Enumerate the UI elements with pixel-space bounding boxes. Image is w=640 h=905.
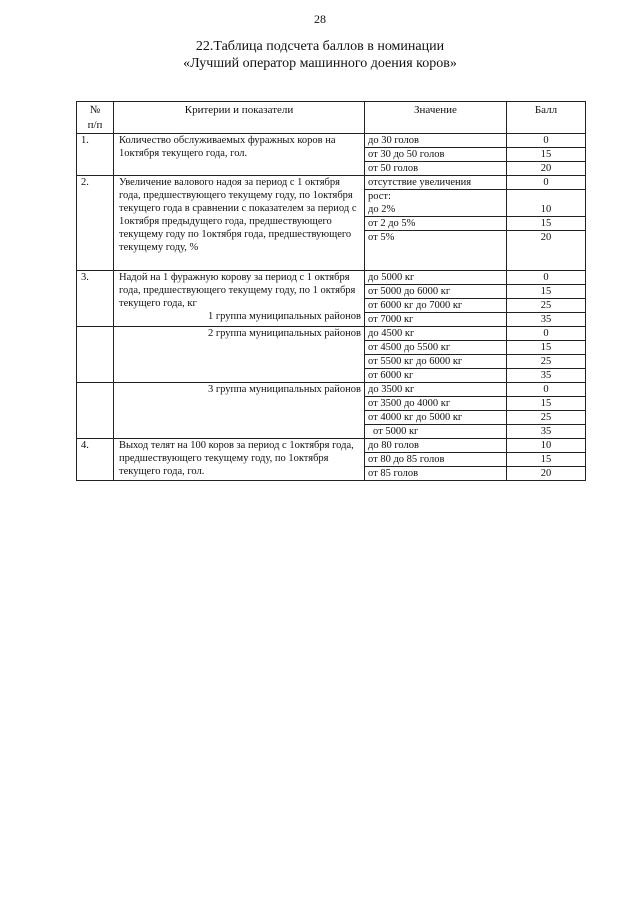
score-cell: 0 bbox=[507, 327, 586, 341]
table-header-row bbox=[77, 102, 586, 134]
group-label: 2 группа муниципальных районов bbox=[208, 328, 361, 339]
value-cell: от 30 до 50 голов bbox=[365, 148, 507, 162]
header-number bbox=[77, 102, 114, 134]
value-cell: от 4500 до 5500 кг bbox=[365, 341, 507, 355]
value-cell: до 5000 кг bbox=[365, 271, 507, 285]
score-cell: 10 bbox=[507, 190, 586, 217]
score-cell: 0 bbox=[507, 176, 586, 190]
score-cell: 25 bbox=[507, 411, 586, 425]
group-label: 1 группа муниципальных районов bbox=[208, 311, 361, 322]
header-number-symbol: № bbox=[89, 104, 101, 116]
score-cell: 35 bbox=[507, 313, 586, 327]
score-cell: 20 bbox=[507, 467, 586, 481]
value-cell: до 80 голов bbox=[365, 439, 507, 453]
score-cell: 15 bbox=[507, 148, 586, 162]
table-row bbox=[77, 383, 586, 397]
score-cell: 15 bbox=[507, 453, 586, 467]
criteria-cell bbox=[114, 383, 365, 439]
header-criteria: Критерии и показатели bbox=[114, 102, 365, 134]
score-cell: 0 bbox=[507, 383, 586, 397]
score-cell: 15 bbox=[507, 285, 586, 299]
score-cell: 25 bbox=[507, 299, 586, 313]
table-row bbox=[77, 327, 586, 341]
row-number: 3. bbox=[77, 271, 114, 327]
score-cell: 0 bbox=[507, 134, 586, 148]
score-cell: 15 bbox=[507, 341, 586, 355]
row-number: 2. bbox=[77, 176, 114, 271]
score-cell: 25 bbox=[507, 355, 586, 369]
criteria-cell bbox=[114, 271, 365, 327]
value-cell: от 80 до 85 голов bbox=[365, 453, 507, 467]
score-cell: 10 bbox=[507, 439, 586, 453]
score-cell: 15 bbox=[507, 397, 586, 411]
value-cell: от 5000 до 6000 кг bbox=[365, 285, 507, 299]
criteria-cell: Увеличение валового надоя за период с 1 октября года, предшествующего текущему году, по 1октября текущего года в сравнении с показателем за период с 1октября предыдущего года, предшествующего текущему году по 1октября года, предшествующего текущему году, % bbox=[114, 176, 365, 271]
value-cell: от 6000 кг до 7000 кг bbox=[365, 299, 507, 313]
score-cell: 35 bbox=[507, 369, 586, 383]
value-text: до 2% bbox=[368, 204, 396, 215]
value-cell: до 3500 кг bbox=[365, 383, 507, 397]
table-row bbox=[77, 134, 586, 148]
header-number-pp: п/п bbox=[87, 119, 103, 131]
table-row bbox=[77, 439, 586, 453]
title-line-1: 22.Таблица подсчета баллов в номинации bbox=[195, 39, 445, 54]
row-number: 1. bbox=[77, 134, 114, 176]
value-cell: от 5% bbox=[365, 231, 507, 271]
header-score: Балл bbox=[507, 102, 586, 134]
value-cell: отсутствие увеличения bbox=[365, 176, 507, 190]
row-number-empty bbox=[77, 383, 114, 439]
row-number-empty bbox=[77, 327, 114, 383]
value-cell bbox=[365, 190, 507, 217]
criteria-text: Надой на 1 фуражную корову за период с 1 октября года, предшествующего текущему году, по 1 октября текущего года, кг bbox=[119, 272, 356, 309]
value-cell: от 2 до 5% bbox=[365, 217, 507, 231]
page-number: 28 bbox=[314, 12, 326, 26]
row-number: 4. bbox=[77, 439, 114, 481]
value-prefix: рост: bbox=[368, 191, 391, 202]
value-cell: от 6000 кг bbox=[365, 369, 507, 383]
value-cell: от 5000 кг bbox=[365, 425, 507, 439]
value-cell: от 7000 кг bbox=[365, 313, 507, 327]
criteria-cell bbox=[114, 327, 365, 383]
criteria-cell: Количество обслуживаемых фуражных коров на 1октября текущего года, гол. bbox=[114, 134, 365, 176]
score-cell: 20 bbox=[507, 162, 586, 176]
title-line-2: «Лучший оператор машинного доения коров» bbox=[183, 56, 457, 71]
score-cell: 35 bbox=[507, 425, 586, 439]
value-cell: до 4500 кг bbox=[365, 327, 507, 341]
table-title bbox=[0, 38, 640, 72]
score-cell: 20 bbox=[507, 231, 586, 271]
value-cell: до 30 голов bbox=[365, 134, 507, 148]
table-row bbox=[77, 176, 586, 190]
header-value: Значение bbox=[365, 102, 507, 134]
table-row bbox=[77, 271, 586, 285]
value-cell: от 85 голов bbox=[365, 467, 507, 481]
value-cell: от 50 голов bbox=[365, 162, 507, 176]
score-cell: 15 bbox=[507, 217, 586, 231]
criteria-cell: Выход телят на 100 коров за период с 1октября года, предшествующего текущему году, по 1октября текущего года, гол. bbox=[114, 439, 365, 481]
group-label: 3 группа муниципальных районов bbox=[208, 384, 361, 395]
value-cell: от 3500 до 4000 кг bbox=[365, 397, 507, 411]
score-cell: 0 bbox=[507, 271, 586, 285]
value-cell: от 4000 кг до 5000 кг bbox=[365, 411, 507, 425]
value-cell: от 5500 кг до 6000 кг bbox=[365, 355, 507, 369]
scoring-table bbox=[76, 101, 586, 481]
